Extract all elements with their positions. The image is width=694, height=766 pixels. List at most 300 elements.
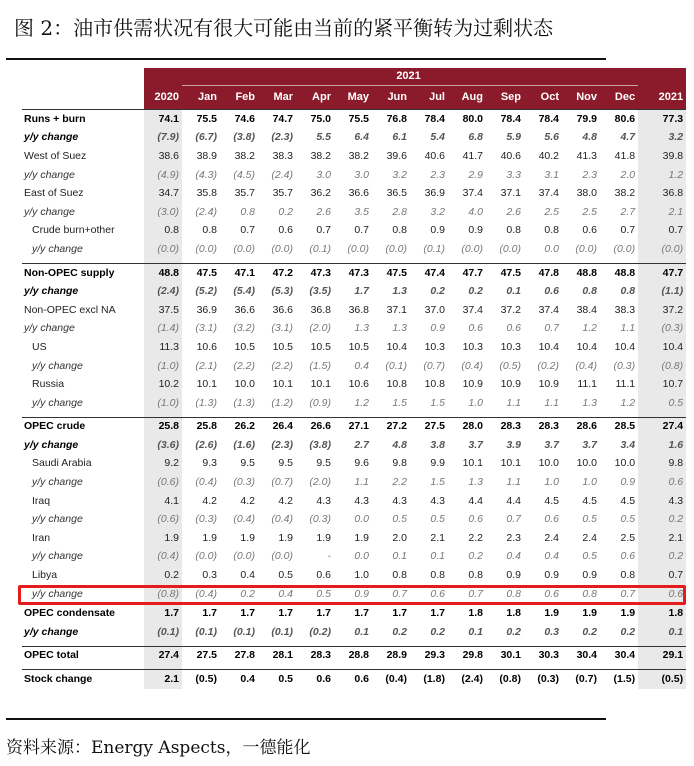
table-row [22,510,686,529]
data-cell: (0.1) [309,242,331,255]
data-cell: (0.4) [461,359,483,372]
data-cell: 1.0 [468,396,483,409]
data-cell: (2.2) [271,359,293,372]
data-cell: 0.8 [620,569,636,582]
data-cell: 0.8 [392,569,407,582]
data-cell: (0.8) [638,357,686,376]
data-cell: 3.1 [544,168,559,181]
data-cell: 0.5 [638,394,686,413]
data-cell: 2.4 [544,531,559,544]
table-row [22,110,686,129]
data-cell: 38.2 [310,149,331,162]
header-label-spacer [22,86,144,110]
data-cell: 0.5 [430,513,445,526]
data-cell: 27.4 [638,417,686,436]
data-cell: 0.7 [544,322,559,335]
data-cell: 25.8 [144,417,182,436]
data-cell: 48.8 [562,263,600,282]
table-row [22,604,686,623]
table-row [22,166,686,185]
data-cell: 37.2 [500,303,521,316]
data-cell: (4.5) [233,168,255,181]
data-cell: 28.6 [562,417,600,436]
data-cell: 41.7 [462,149,483,162]
data-cell: 35.7 [272,187,293,200]
data-cell: 4.0 [468,205,483,218]
data-cell: 1.0 [354,569,369,582]
data-cell: 0.5 [316,587,331,600]
data-cell: 38.2 [234,149,255,162]
data-cell: 10.4 [638,338,686,357]
data-cell: (0.1) [385,359,407,372]
data-cell: 10.4 [386,340,407,353]
data-cell: (0.3) [309,513,331,526]
data-cell: 47.2 [258,263,296,282]
table-row [22,240,686,259]
table-row [22,548,686,567]
data-cell: (3.6) [144,436,182,455]
data-cell: 0.1 [354,625,369,638]
data-cell: 37.4 [538,187,559,200]
data-cell: 4.2 [240,494,255,507]
data-cell: (1.5) [600,670,638,689]
data-cell: (0.0) [233,550,255,563]
data-cell: 0.8 [240,205,255,218]
row-label: US [32,340,47,353]
data-cell: 36.8 [310,303,331,316]
data-cell: 10.9 [462,378,483,391]
column-header: 2021 [638,86,686,110]
data-cell: (0.0) [347,242,369,255]
row-label: y/y change [24,625,79,638]
table-header [22,68,686,110]
data-cell: 10.5 [310,340,331,353]
row-label: y/y change [32,476,83,489]
data-cell: 11.3 [144,338,182,357]
column-header: Jun [372,86,410,110]
data-cell: 37.4 [462,187,483,200]
data-cell: 30.3 [524,646,562,665]
data-cell: 36.9 [196,303,217,316]
data-cell: 38.9 [196,149,217,162]
data-cell: 0.9 [468,224,483,237]
data-cell: 48.8 [600,263,638,282]
data-cell: 3.2 [392,168,407,181]
row-label: y/y change [32,396,83,409]
data-cell: 0.8 [392,224,407,237]
data-cell: 0.8 [144,222,182,241]
data-cell: 0.7 [240,224,255,237]
table-row [22,455,686,474]
data-cell: 1.9 [278,531,293,544]
data-cell: 0.2 [278,205,293,218]
table-row [22,394,686,413]
data-cell: 26.4 [258,417,296,436]
data-cell: 0.4 [240,569,255,582]
data-cell: 0.6 [430,587,445,600]
data-cell: 0.4 [506,550,521,563]
data-cell: 9.9 [430,457,445,470]
data-cell: 76.8 [372,110,410,129]
row-label: y/y change [32,550,83,563]
data-cell: 2.5 [544,205,559,218]
data-cell: 0.7 [620,587,636,600]
data-cell: 1.5 [392,396,407,409]
data-cell: 48.8 [144,263,182,282]
table-row [22,129,686,148]
row-label: y/y change [24,131,79,144]
data-cell: 9.5 [316,457,331,470]
data-cell: 10.4 [576,340,597,353]
data-cell: 10.1 [310,378,331,391]
table-row [22,147,686,166]
data-cell: (7.9) [144,129,182,148]
column-header: Jul [410,86,448,110]
data-cell: (1.0) [144,394,182,413]
data-cell: 10.0 [614,457,636,470]
data-cell: 28.8 [334,646,372,665]
data-cell: 0.7 [638,566,686,585]
data-cell: 0.8 [468,569,483,582]
data-cell: 30.4 [600,646,638,665]
table-row [22,320,686,339]
data-cell: 1.1 [354,476,369,489]
data-cell: 36.8 [638,184,686,203]
table-row [22,184,686,203]
data-cell: 9.6 [354,457,369,470]
data-cell: 79.9 [562,110,600,129]
data-cell: 0.8 [620,285,636,298]
data-cell: (1.4) [144,320,182,339]
data-cell: 80.6 [600,110,638,129]
column-header: Jan [182,86,220,110]
data-cell: (2.6) [195,438,217,451]
data-cell: 0.1 [468,625,483,638]
data-cell: (0.0) [385,242,407,255]
data-cell: 40.6 [424,149,445,162]
header-2021-spacer [638,68,686,86]
data-cell: 1.0 [544,476,559,489]
data-cell: 9.8 [392,457,407,470]
row-label: Russia [32,378,65,391]
data-cell: 0.7 [354,224,369,237]
data-cell: 2.5 [582,205,597,218]
data-cell: 0.2 [582,625,597,638]
data-cell: 10.6 [196,340,217,353]
data-cell: 0.5 [258,670,296,689]
data-cell: 80.0 [448,110,486,129]
data-cell: (0.5) [638,670,686,689]
data-cell: 11.1 [577,378,597,391]
data-cell: 47.7 [448,263,486,282]
data-cell: 30.1 [486,646,524,665]
data-cell: (2.4) [271,168,293,181]
data-cell: 0.9 [430,224,445,237]
data-cell: (1.6) [233,438,255,451]
data-cell: (2.3) [271,438,293,451]
data-cell: (0.3) [233,476,255,489]
data-cell: (2.4) [195,205,217,218]
data-cell: (3.1) [271,322,293,335]
data-cell: (0.0) [233,242,255,255]
data-cell: 1.1 [506,476,521,489]
data-cell: 0.2 [638,548,686,567]
data-cell: (0.0) [575,242,597,255]
data-cell: 37.1 [500,187,521,200]
row-label: y/y change [24,322,75,335]
header-spacer [22,68,144,86]
data-cell: 0.8 [544,224,559,237]
table-row [22,301,686,320]
data-cell: 4.8 [582,131,597,144]
data-cell: 0.2 [638,510,686,529]
data-cell: 4.5 [620,494,636,507]
data-cell: 40.2 [538,149,559,162]
column-header: Mar [258,86,296,110]
data-cell: (1.1) [638,282,686,301]
data-cell: 1.9 [562,604,600,623]
data-cell: (0.7) [423,359,445,372]
table-row [22,436,686,455]
data-cell: 5.4 [430,131,445,144]
row-label: y/y change [24,205,75,218]
data-cell: 0.8 [582,285,597,298]
data-cell: 27.8 [220,646,258,665]
data-cell: 3.7 [544,438,559,451]
data-cell: 10.9 [538,378,559,391]
data-cell: 29.8 [448,646,486,665]
data-cell: 2.5 [620,531,636,544]
data-cell: 0.4 [354,359,369,372]
data-cell: (1.5) [309,359,331,372]
data-cell: 1.8 [638,604,686,623]
data-cell: 3.0 [354,168,369,181]
data-cell: 0.5 [582,550,597,563]
data-cell: 30.4 [562,646,600,665]
data-cell: (0.2) [309,625,331,638]
column-header: 2020 [144,86,182,110]
data-cell: 10.5 [234,340,255,353]
row-label: East of Suez [24,187,84,200]
data-cell: (0.6) [144,473,182,492]
table-row [22,338,686,357]
row-label: West of Suez [24,149,87,162]
data-cell: 6.8 [468,131,483,144]
data-cell: 4.8 [392,438,407,451]
data-cell: 3.9 [506,438,521,451]
data-cell: (6.7) [195,131,217,144]
data-cell: (0.3) [613,359,636,372]
data-cell: 5.6 [544,131,559,144]
data-cell: 10.0 [538,457,559,470]
data-cell: (0.0) [613,242,636,255]
data-cell: (3.2) [233,322,255,335]
data-cell: 1.7 [372,604,410,623]
data-cell: 3.5 [354,205,369,218]
data-cell: 41.3 [576,149,597,162]
row-label: Libya [32,569,58,582]
column-header: Oct [524,86,562,110]
data-cell: 75.0 [296,110,334,129]
data-cell: 2.2 [392,476,407,489]
header-2020-spacer [144,68,182,86]
data-cell: 26.2 [220,417,258,436]
data-cell: (0.3) [638,320,686,339]
data-cell: 2.8 [392,205,407,218]
data-cell: (0.4) [372,670,410,689]
data-cell: 1.1 [620,322,636,335]
data-cell: 4.3 [638,492,686,511]
data-cell: (4.9) [144,166,182,185]
data-cell: 77.3 [638,110,686,129]
data-cell: 4.2 [202,494,217,507]
data-cell: (1.0) [144,357,182,376]
row-label: y/y change [32,513,83,526]
data-cell: 28.5 [600,417,638,436]
data-cell: 10.6 [348,378,369,391]
data-cell: 10.5 [348,340,369,353]
data-cell: 36.5 [386,187,407,200]
data-cell: 0.6 [544,285,559,298]
data-cell: 36.9 [424,187,445,200]
data-cell: 0.0 [544,242,559,255]
row-label: Stock change [22,670,144,689]
data-cell: 2.7 [620,205,636,218]
data-cell: 3.4 [620,438,636,451]
data-cell: 75.5 [334,110,372,129]
data-cell: 2.2 [468,531,483,544]
data-cell: 1.2 [638,166,686,185]
table-row [22,566,686,585]
data-cell: (1.2) [271,396,293,409]
data-cell: 0.8 [430,569,445,582]
data-cell: 2.9 [468,168,483,181]
data-cell: 27.5 [410,417,448,436]
data-cell: 47.5 [486,263,524,282]
data-cell: 10.4 [614,340,636,353]
data-cell: (0.1) [233,625,255,638]
table-row [22,646,686,665]
data-cell: (2.4) [144,282,182,301]
data-cell: 78.4 [524,110,562,129]
data-cell: 3.2 [638,129,686,148]
data-cell: 28.1 [258,646,296,665]
row-label: Crude burn+other [32,224,115,237]
data-cell: 0.9 [354,587,369,600]
data-cell: 0.7 [468,587,483,600]
data-cell: (0.0) [271,550,293,563]
data-cell: 0.4 [220,670,258,689]
data-cell: 0.2 [506,625,521,638]
data-cell: 0.7 [620,224,636,237]
data-cell: 10.0 [576,457,597,470]
data-cell: 10.7 [638,375,686,394]
data-cell: 4.3 [354,494,369,507]
data-cell: 0.6 [544,587,559,600]
data-cell: 78.4 [486,110,524,129]
data-cell: 4.4 [506,494,521,507]
table-row [22,473,686,492]
data-cell: 5.9 [506,131,521,144]
data-cell: 38.2 [614,187,636,200]
data-cell: (0.4) [575,359,597,372]
data-cell: 28.0 [448,417,486,436]
data-cell: 27.4 [144,646,182,665]
data-cell: (0.3) [524,670,562,689]
data-cell: 0.2 [430,285,445,298]
data-cell: 1.2 [582,322,597,335]
figure-title: 图 2：油市供需状况有很大可能由当前的紧平衡转为过剩状态 [14,16,554,40]
data-cell: 1.7 [182,604,220,623]
data-cell: 1.9 [144,529,182,548]
data-cell: (0.0) [271,242,293,255]
data-cell: 4.2 [278,494,293,507]
data-cell: 3.3 [506,168,521,181]
table-row [22,623,686,642]
data-cell: 37.5 [144,301,182,320]
data-cell: 0.9 [506,569,521,582]
data-cell: 0.3 [202,569,217,582]
data-cell: (5.4) [233,285,255,298]
row-label: OPEC total [22,646,144,665]
data-cell: 27.2 [372,417,410,436]
data-cell: 0.2 [144,566,182,585]
data-cell: 9.5 [278,457,293,470]
data-cell: (0.4) [271,513,293,526]
table-row [22,529,686,548]
data-cell: 39.6 [386,149,407,162]
data-cell: (0.9) [309,396,331,409]
data-cell: 47.1 [220,263,258,282]
data-cell: 0.9 [582,569,597,582]
data-cell: 0.6 [544,513,559,526]
row-label: OPEC condensate [22,604,144,623]
data-cell: 11.1 [615,378,636,391]
data-cell: 1.9 [354,531,369,544]
data-cell: 36.6 [234,303,255,316]
data-cell: 75.5 [182,110,220,129]
row-label: Saudi Arabia [32,457,92,470]
data-cell: 2.1 [144,670,182,689]
data-cell: 37.1 [386,303,407,316]
column-header: Apr [296,86,334,110]
data-cell: (0.0) [195,242,217,255]
data-cell: 0.5 [392,513,407,526]
year-group-header: 2021 [182,68,638,86]
data-cell: 2.1 [638,529,686,548]
data-cell: 36.6 [348,187,369,200]
row-label: y/y change [32,587,83,600]
data-cell: 2.3 [506,531,521,544]
data-cell: 4.5 [582,494,597,507]
data-cell: 4.3 [392,494,407,507]
data-cell: 0.6 [506,322,521,335]
data-cell: 0.4 [278,587,293,600]
table-row [22,222,686,241]
data-cell: 2.3 [430,168,445,181]
data-cell: 1.9 [600,604,638,623]
data-cell: 10.3 [500,340,521,353]
data-cell: (0.4) [144,548,182,567]
data-cell: 0.6 [316,569,331,582]
data-cell: 1.7 [258,604,296,623]
data-cell: 0.9 [544,569,559,582]
data-cell: 37.2 [638,301,686,320]
data-cell: 1.7 [144,604,182,623]
data-cell: 0.6 [620,550,636,563]
data-cell: 0.6 [638,585,686,604]
data-cell: 0.5 [620,513,636,526]
